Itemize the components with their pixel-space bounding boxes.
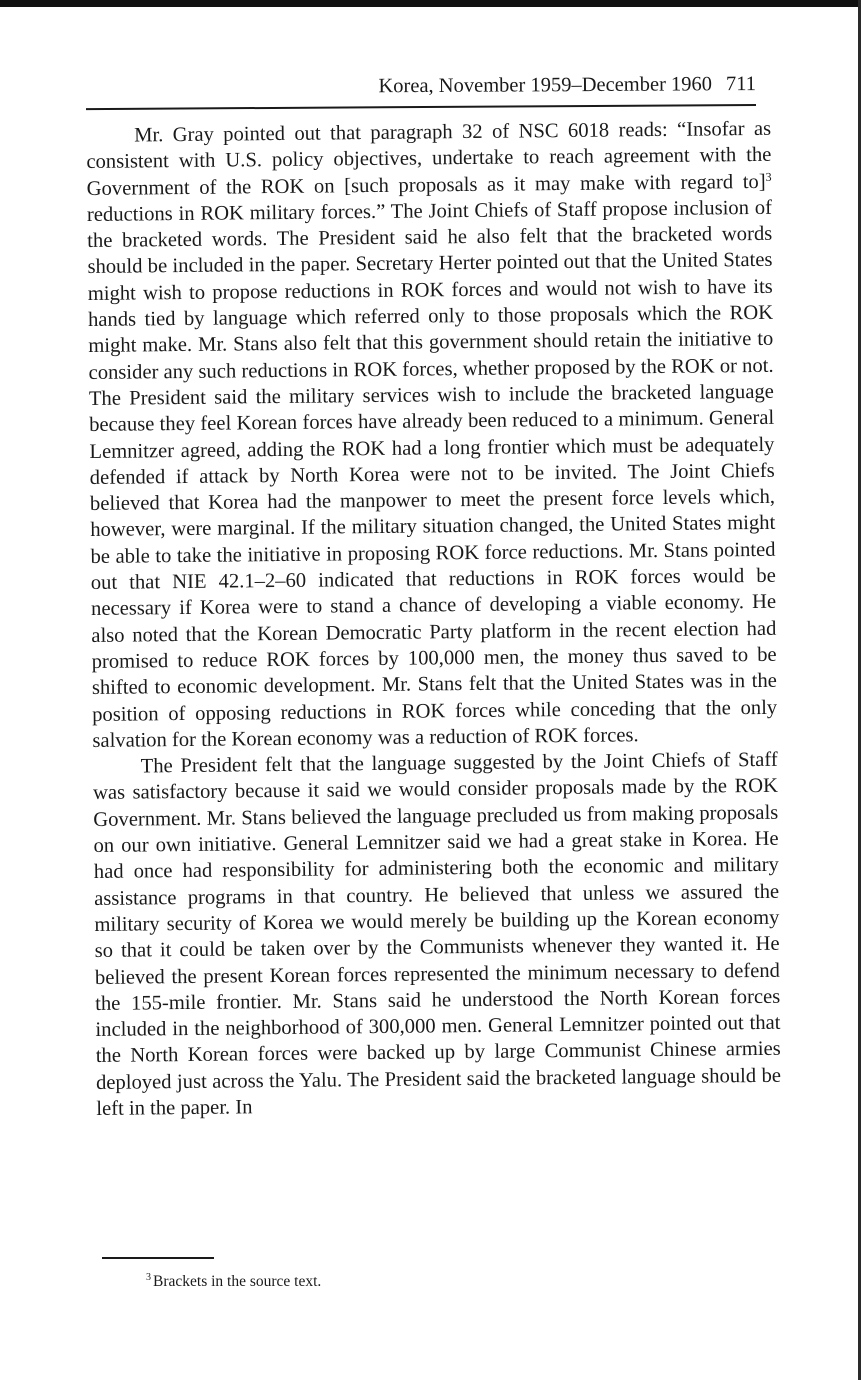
paragraph-1-part-a: Mr. Gray pointed out that paragraph 32 of NSC 6018 reads: “Insofar as consistent with U.S. policy objectives, undertake to reach agreement with the Government of the ROK on [such proposals as it may make with regard to] [86,117,772,200]
scan-top-edge [0,0,861,7]
paragraph-1 [86,116,778,754]
page-number: 711 [725,73,757,96]
footnote-marker: 3 [146,1272,151,1283]
paragraph-2: The President felt that the language suggested by the Joint Chiefs of Staff was satisfactory because it said we would consider proposals made by the ROK Government. Mr. Stans believed the language precluded us from making proposals on our own initiative. General Lemnitzer said we had a great stake in Korea. He had once had responsibility for administering both the economic and military assistance programs in that country. He believed that unless we assured the military security of Korea we would merely be building up the Korean economy so that it could be taken over by the Communists whenever they wanted it. He believed the present Korean forces represented the minimum necessary to defend the 155-mile frontier. Mr. Stans said he understood the North Korean forces included in the neighborhood of 300,000 men. General Lemnitzer pointed out that the North Korean forces were backed up by large Communist Chinese armies deployed just across the Yalu. The President said the bracketed language should be left in the paper. In [92,748,782,1120]
header-rule [86,104,756,110]
footnote [146,1272,321,1292]
footnote-text: Brackets in the source text. [153,1273,322,1290]
body-text [86,116,781,1122]
running-title: Korea, November 1959–December 1960 [378,73,713,98]
paragraph-1-part-b: reductions in ROK military forces.” The Joint Chiefs of Staff propose inclusion of the bracketed words. The President said he also felt that the bracketed words should be included in the paper. Secretary Herter pointed out that the United States might wish to propose reductions in ROK forces and would not wish to have its hands tied by language which referred only to those proposals which the ROK might make. Mr. Stans also felt that this government should retain the initiative to consider any such reductions in ROK forces, whether proposed by the ROK or not. The President said the military services wish to include the bracketed language because they feel Korean forces have already been reduced to a minimum. General Lemnitzer agreed, adding the ROK had a long frontier which must be adequately defended if attack by North Korea were not to be invited. The Joint Chiefs believed that Korea had the manpower to meet the present force levels which, however, were marginal. If the military situation changed, the United States might be able to take the initiative in proposing ROK force reductions. Mr. Stans pointed out that NIE 42.1–2–60 indicated that reductions in ROK forces would be necessary if Korea were to stand a chance of developing a viable economy. He also noted that the Korean Democratic Party platform in the recent election had promised to reduce ROK forces by 100,000 men, the money thus saved to be shifted to economic development. Mr. Stans felt that the United States was in the position of opposing reductions in ROK forces while conceding that the only salvation for the Korean economy was a reduction of ROK forces. [86,196,778,752]
footnote-rule [102,1257,214,1259]
footnote-reference[interactable]: 3 [765,169,772,184]
running-head [86,70,756,102]
